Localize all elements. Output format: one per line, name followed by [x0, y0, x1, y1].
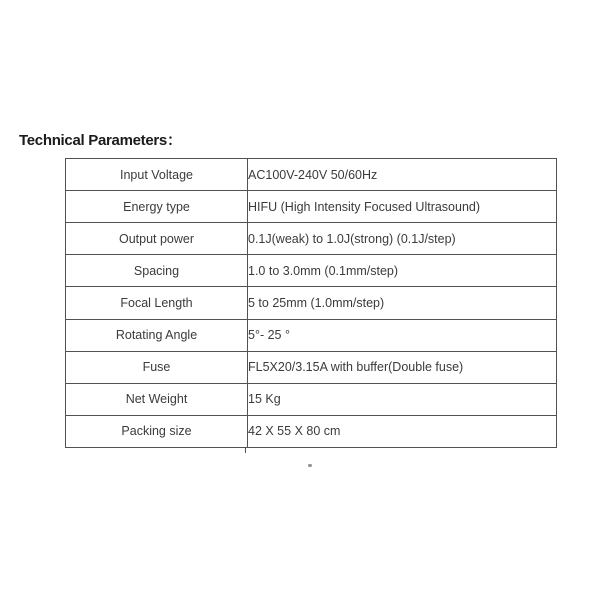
param-value-cell: 15 Kg [248, 383, 557, 415]
param-name-cell: Energy type [66, 191, 248, 223]
spec-table-container [65, 158, 557, 448]
table-row [66, 287, 557, 319]
param-name-cell: Output power [66, 223, 248, 255]
spec-table [65, 158, 557, 448]
param-value-cell: 1.0 to 3.0mm (0.1mm/step) [248, 255, 557, 287]
param-value-cell: HIFU (High Intensity Focused Ultrasound) [248, 191, 557, 223]
table-row [66, 351, 557, 383]
table-row [66, 415, 557, 447]
param-name-cell: Fuse [66, 351, 248, 383]
param-name-cell: Focal Length [66, 287, 248, 319]
param-value-cell: 5°- 25 ° [248, 319, 557, 351]
table-row [66, 383, 557, 415]
param-value-cell: 42 X 55 X 80 cm [248, 415, 557, 447]
param-value-cell: 5 to 25mm (1.0mm/step) [248, 287, 557, 319]
stray-dot [308, 464, 312, 467]
param-value-cell: FL5X20/3.15A with buffer(Double fuse) [248, 351, 557, 383]
param-name-cell: Spacing [66, 255, 248, 287]
table-row [66, 191, 557, 223]
param-name-cell: Net Weight [66, 383, 248, 415]
param-name-cell: Packing size [66, 415, 248, 447]
param-name-cell: Input Voltage [66, 159, 248, 191]
table-divider-stub [245, 448, 246, 453]
param-value-cell: 0.1J(weak) to 1.0J(strong) (0.1J/step) [248, 223, 557, 255]
table-row [66, 223, 557, 255]
table-row [66, 255, 557, 287]
table-row [66, 159, 557, 191]
page-title: Technical Parameters： [19, 132, 182, 149]
param-name-cell: Rotating Angle [66, 319, 248, 351]
table-row [66, 319, 557, 351]
param-value-cell: AC100V-240V 50/60Hz [248, 159, 557, 191]
